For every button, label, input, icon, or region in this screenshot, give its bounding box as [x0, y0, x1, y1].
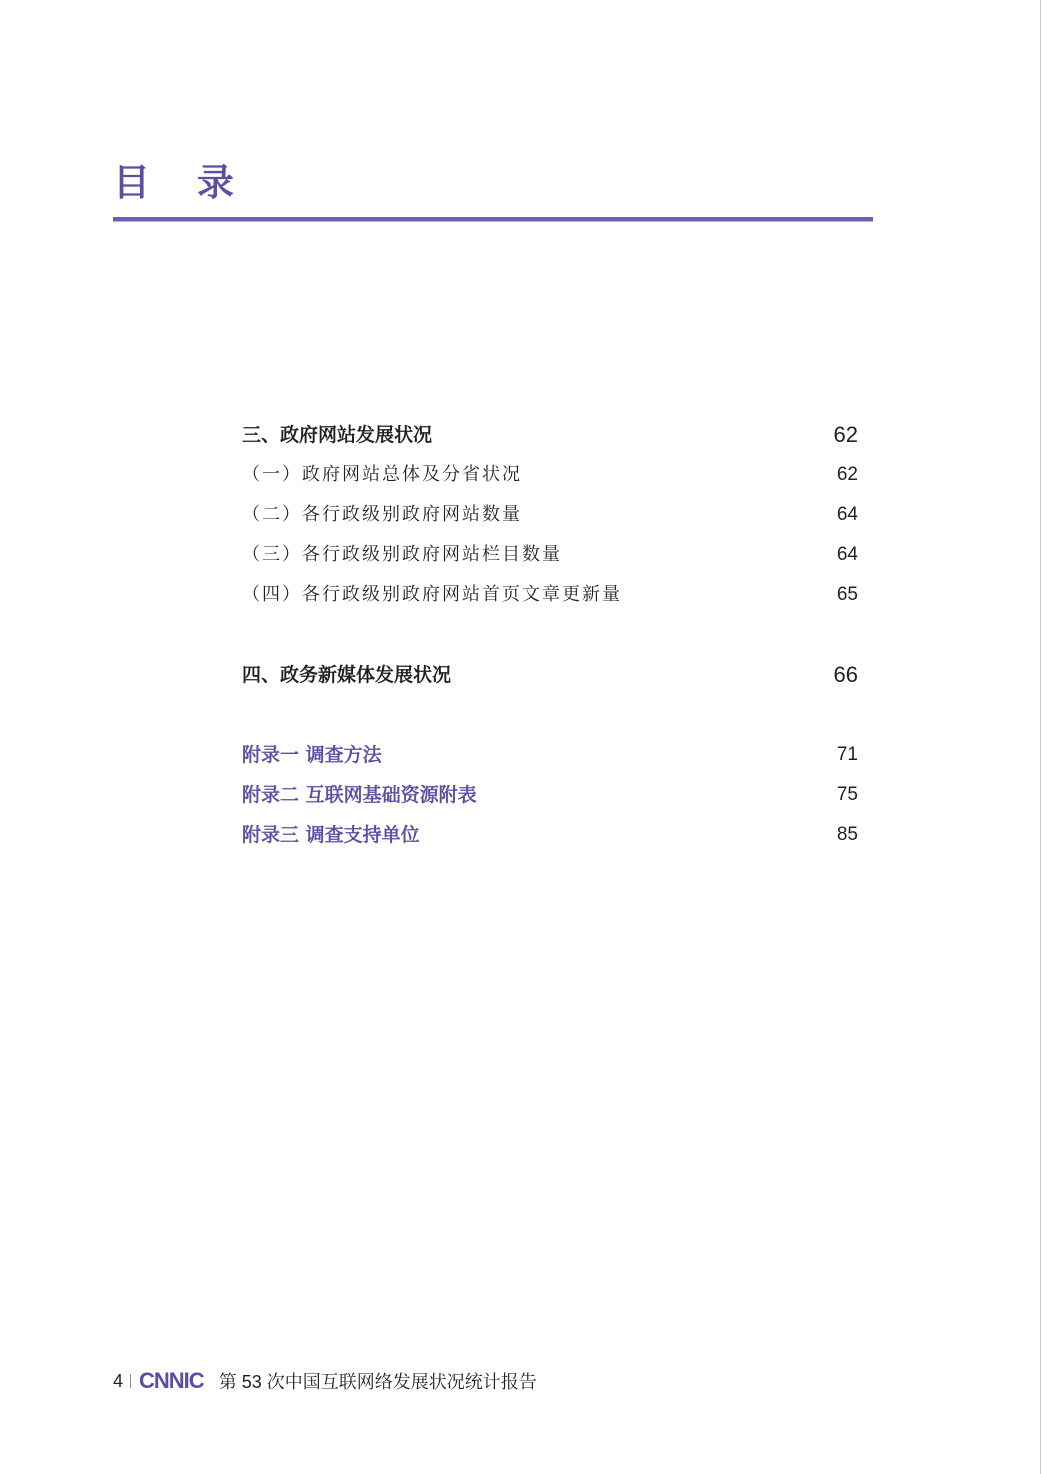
- toc-entry-label: 附录二 互联网基础资源附表: [242, 784, 477, 806]
- toc-entry-page: 62: [836, 464, 858, 485]
- title-underline-shadow: [113, 221, 873, 222]
- toc-entry-page: 62: [833, 422, 858, 447]
- toc-appendix-1[interactable]: [242, 735, 862, 775]
- toc-entry-label: 附录三 调查支持单位: [242, 824, 420, 846]
- toc-section-3-2[interactable]: [242, 495, 862, 535]
- toc-section-3-1[interactable]: [242, 455, 862, 495]
- toc-section-3-4[interactable]: [242, 575, 862, 615]
- toc-entry-label: （一）政府网站总体及分省状况: [242, 464, 522, 485]
- toc-spacer: [242, 695, 862, 735]
- toc-entry-page: 65: [836, 584, 858, 605]
- toc-entry-label: （四）各行政级别政府网站首页文章更新量: [242, 584, 622, 605]
- toc-spacer: [242, 615, 862, 655]
- table-of-contents: [242, 415, 862, 855]
- toc-entry-page: 66: [833, 662, 858, 687]
- page-footer: [113, 1368, 537, 1394]
- toc-chapter-4[interactable]: [242, 655, 862, 695]
- toc-entry-label: （三）各行政级别政府网站栏目数量: [242, 544, 562, 565]
- toc-entry-label: 四、政务新媒体发展状况: [242, 664, 452, 686]
- toc-entry-page: 64: [836, 504, 858, 525]
- toc-entry-page: 71: [836, 744, 858, 765]
- toc-entry-page: 64: [836, 544, 858, 565]
- page-title: 目 录: [113, 161, 251, 204]
- footer-report-title: 第 53 次中国互联网络发展状况统计报告: [218, 1372, 537, 1392]
- footer-separator: [130, 1374, 131, 1388]
- cnnic-logo: CNNIC: [139, 1368, 204, 1393]
- toc-section-3-3[interactable]: [242, 535, 862, 575]
- toc-appendix-2[interactable]: [242, 775, 862, 815]
- toc-entry-page: 75: [836, 784, 858, 805]
- page-edge-rule: [1040, 0, 1041, 1474]
- toc-entry-label: 三、政府网站发展状况: [242, 424, 433, 446]
- toc-entry-page: 85: [836, 824, 858, 845]
- toc-chapter-3[interactable]: [242, 415, 862, 455]
- toc-appendix-3[interactable]: [242, 815, 862, 855]
- footer-page-number: 4: [113, 1370, 124, 1391]
- toc-entry-label: （二）各行政级别政府网站数量: [242, 504, 522, 525]
- toc-entry-label: 附录一 调查方法: [242, 744, 382, 766]
